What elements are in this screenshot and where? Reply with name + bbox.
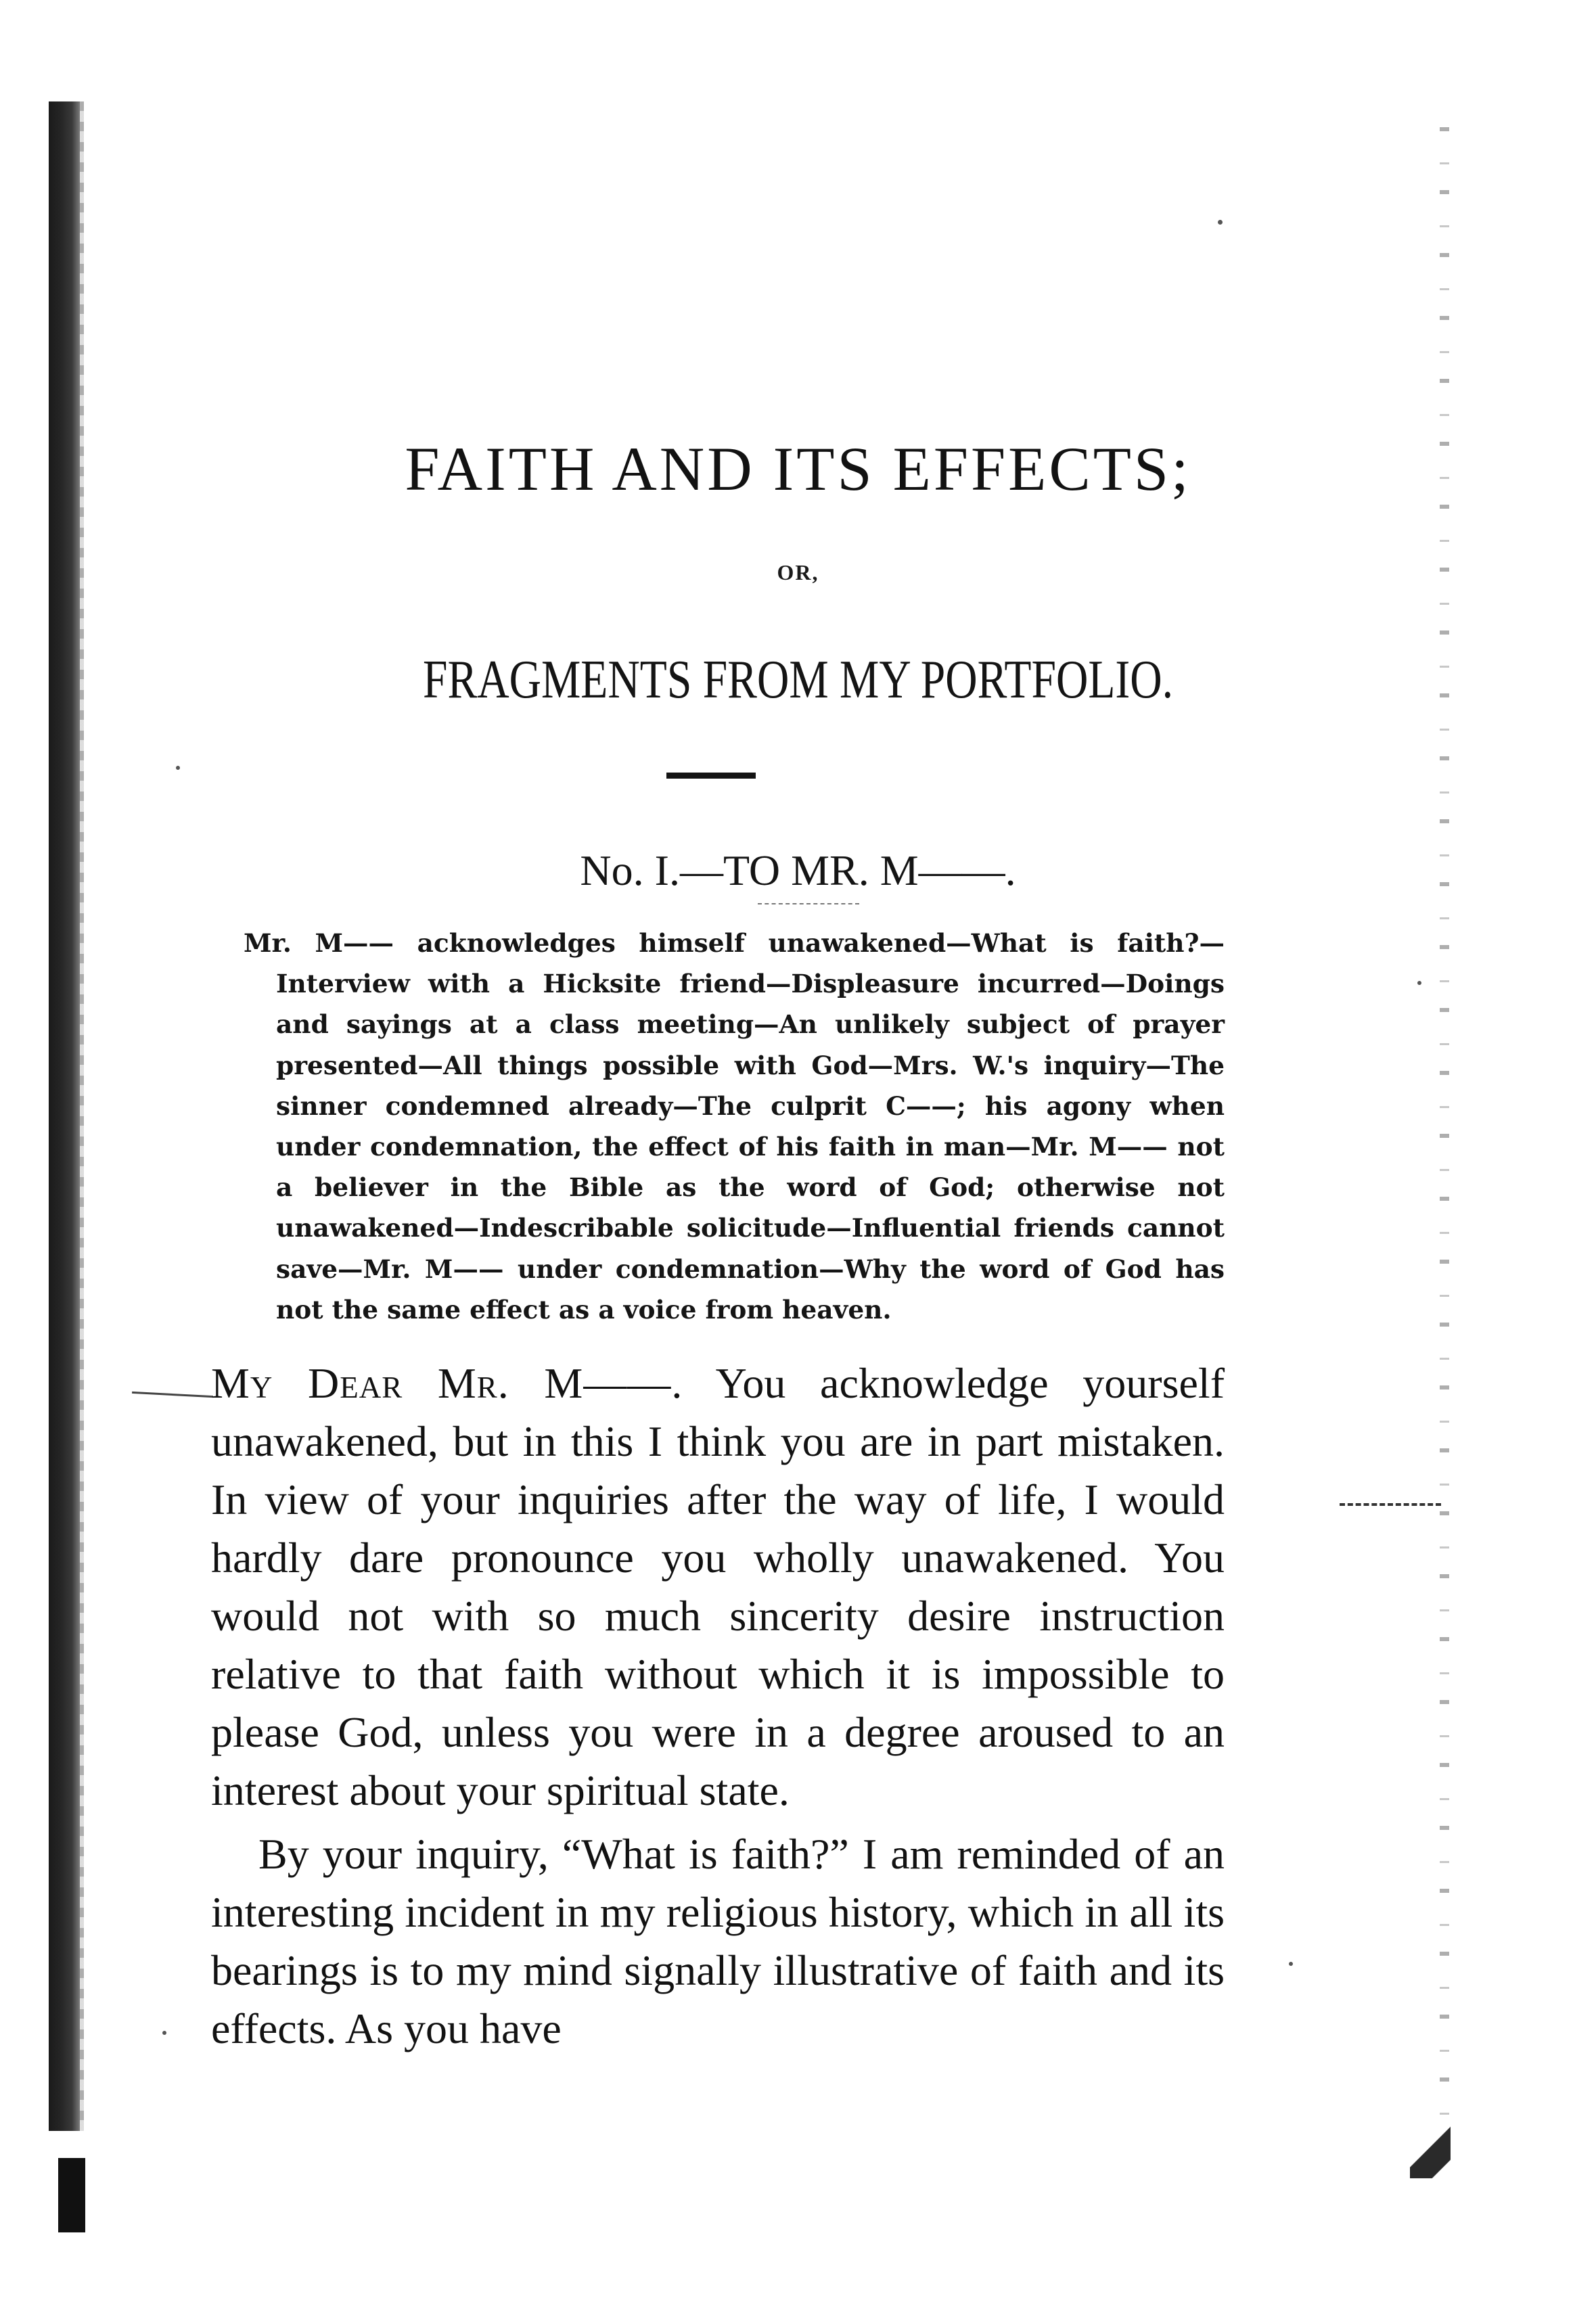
margin-dash-mark xyxy=(1340,1503,1441,1506)
binding-edge xyxy=(80,101,84,2131)
margin-stray-line xyxy=(132,1392,213,1398)
title-divider-rule xyxy=(666,773,756,779)
ink-speck xyxy=(1218,220,1223,225)
binding-shadow xyxy=(49,101,80,2131)
ink-speck xyxy=(176,766,180,770)
section-heading: No. I.—TO MR. M——. xyxy=(580,846,1016,894)
ink-speck xyxy=(162,2031,166,2035)
binding-shadow-lower xyxy=(58,2158,85,2232)
letter-body xyxy=(211,1354,1225,2058)
ink-speck xyxy=(1289,1962,1293,1966)
body-paragraph-1 xyxy=(211,1354,1225,1820)
page-corner-mark xyxy=(1410,2124,1451,2178)
heading-underline-mark xyxy=(758,903,859,904)
ink-speck xyxy=(1417,981,1421,985)
chapter-synopsis: Mr. M—— acknowledges himself unawakened—What is faith?—Interview with a Hicksite friend—Displeasure incurred—Doings and sayings at a class meeting—An unlikely subject of prayer presented—All things possible with God—Mrs. W.'s inquiry—The sinner condemned already—The culprit C——; his agony when under condemnation, the effect of his faith in man—Mr. M—— not a believer in the Bible as the word of God; otherwise not unawakened—Indescribable solicitude—Influential friends cannot save—Mr. M—— under condemnation—Why the word of God has not the same effect as a voice from heaven. xyxy=(244,928,1225,1325)
letter-salutation: My Dear Mr. M——. xyxy=(211,1359,683,1407)
body-paragraph-2: By your inquiry, “What is faith?” I am reminded of an interesting incident in my religious history, which in all its bearings is to my mind signally illustrative of faith and its effects. As you have xyxy=(211,1830,1225,2052)
page-subtitle: FRAGMENTS FROM MY PORTFOLIO. xyxy=(422,650,1174,710)
page-right-edge xyxy=(1440,101,1449,2144)
page-title: FAITH AND ITS EFFECTS; xyxy=(405,434,1191,503)
paragraph-1-text: You acknowledge yourself unawakened, but in this I think you are in part mistaken. In view of your inquiries after the way of life, I would hardly dare pronounce you wholly unawakened. You would not with so much sincerity desire instruction relative to that faith without which it is impossible to please God, unless you were in a degree aroused to an interest about your spiritual state. xyxy=(211,1359,1225,1814)
title-conjunction: OR, xyxy=(777,560,819,584)
